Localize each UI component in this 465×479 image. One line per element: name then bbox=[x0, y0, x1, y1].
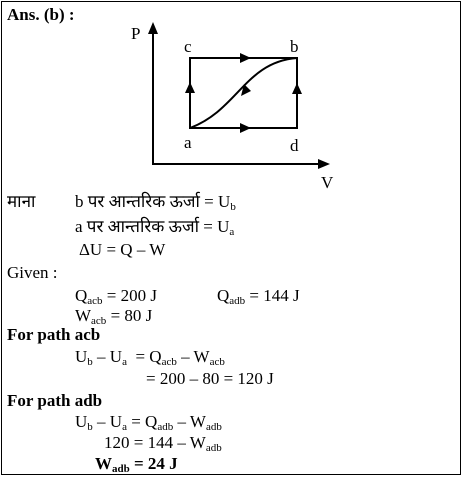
p-axis-arrow-icon bbox=[148, 22, 158, 34]
path-adb-substitution: $120 = 144 - W_{adb}$ bbox=[104, 433, 222, 454]
path-acb-result: = 200 – 80 = 120 J bbox=[146, 369, 274, 388]
arrow-curve-icon bbox=[241, 84, 251, 96]
def-ub-line: b पर आन्तरिक ऊर्जा = $U_b$ bbox=[75, 192, 236, 213]
mana-word: माना bbox=[7, 192, 36, 211]
point-d-label: d bbox=[290, 136, 299, 155]
point-b-label: b bbox=[290, 37, 299, 56]
answer-heading: Ans. (b) : bbox=[7, 5, 75, 24]
path-adb-title: For path adb bbox=[7, 391, 103, 410]
w-acb-value: $W_{acb} = 80$ J bbox=[75, 306, 153, 327]
arrow-db-icon bbox=[292, 83, 302, 94]
def-ua-line: a पर आन्तरिक ऊर्जा = $U_a$ bbox=[75, 217, 235, 238]
path-acb-title: For path acb bbox=[7, 325, 101, 344]
p-axis-label: P bbox=[131, 24, 141, 43]
delta-u-equation: ΔU = Q – W bbox=[79, 240, 166, 259]
arrow-cb-icon bbox=[240, 53, 251, 63]
arrow-ad-icon bbox=[240, 123, 251, 133]
given-label: Given : bbox=[7, 263, 58, 282]
path-adb-result: $W_{adb} = 24$ J bbox=[95, 454, 178, 475]
v-axis-label: V bbox=[321, 173, 334, 192]
v-axis-arrow-icon bbox=[318, 159, 330, 169]
point-a-label: a bbox=[184, 133, 192, 152]
q-acb-value: $Q_{acb} = 200$ J bbox=[75, 286, 157, 307]
path-acb-equation: $U_b - U_a = Q_{acb} - W_{acb}$ bbox=[75, 347, 225, 368]
path-adb-equation: $U_b - U_a = Q_{adb} - W_{adb}$ bbox=[75, 412, 222, 433]
q-adb-value: $Q_{adb} = 144$ J bbox=[217, 286, 300, 307]
point-c-label: c bbox=[184, 37, 192, 56]
arrow-ac-icon bbox=[185, 82, 195, 93]
